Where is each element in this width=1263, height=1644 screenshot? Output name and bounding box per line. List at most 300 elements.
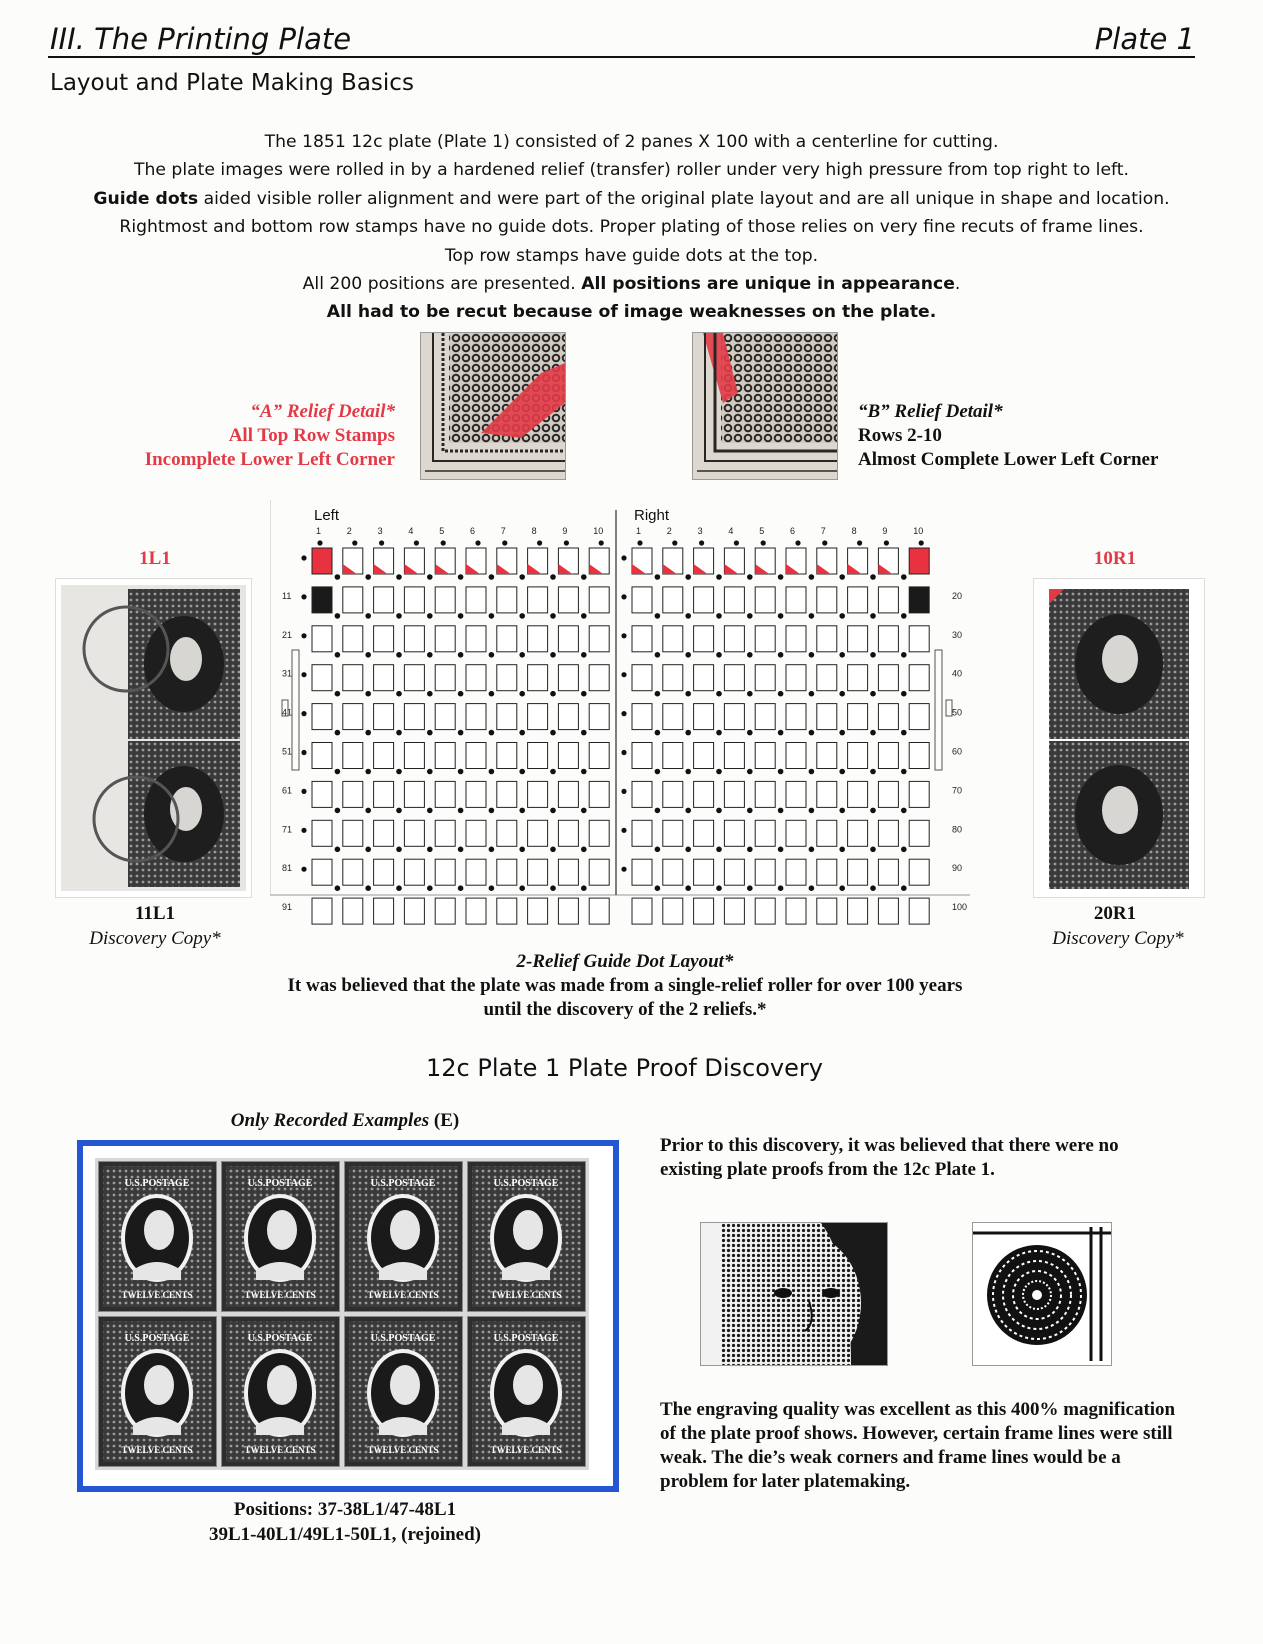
- plate-position: [724, 665, 744, 691]
- guide-dot: [427, 652, 433, 658]
- guide-dot: [458, 885, 464, 891]
- plate-position: [404, 820, 424, 846]
- plate-position: [817, 704, 837, 730]
- layout-caption: [200, 950, 1050, 1022]
- guide-dot: [716, 885, 722, 891]
- plate-position: [558, 781, 578, 807]
- proof-stamp: [467, 1161, 586, 1312]
- column-label: 9: [882, 526, 888, 536]
- plate-position: [724, 820, 744, 846]
- plate-position: [404, 898, 424, 924]
- proof-stamp: [98, 1161, 217, 1312]
- guide-dot: [655, 613, 661, 619]
- plate-position: [632, 781, 652, 807]
- plate-position: [755, 781, 775, 807]
- plate-position: [312, 781, 332, 807]
- plate-position: [497, 898, 517, 924]
- plate-position: [435, 743, 455, 769]
- plate-position: [435, 626, 455, 652]
- guide-dot: [335, 769, 341, 775]
- plate-position: [435, 781, 455, 807]
- svg-text:TWELVE CENTS: TWELVE CENTS: [244, 1290, 316, 1300]
- title-rule: [48, 56, 1195, 58]
- plate-position: [663, 898, 683, 924]
- guide-dot: [870, 885, 876, 891]
- guide-dot: [685, 730, 691, 736]
- guide-dot: [427, 691, 433, 697]
- intro-line: Guide dots aided visible roller alignment and were part of the original plate layout and are all unique in shape and location.: [93, 188, 1170, 209]
- svg-text:U.S.POSTAGE: U.S.POSTAGE: [247, 1178, 313, 1189]
- plate-position: [558, 820, 578, 846]
- guide-dot: [809, 691, 815, 697]
- guide-dot: [581, 613, 587, 619]
- plate-position: [848, 743, 868, 769]
- plate-position: [817, 898, 837, 924]
- row-label: 21: [282, 629, 293, 640]
- guide-dot: [621, 672, 626, 677]
- guide-dot: [489, 769, 495, 775]
- column-label: 4: [408, 526, 414, 536]
- guide-dot: [427, 808, 433, 814]
- plate-position: [817, 743, 837, 769]
- plate-position: [528, 665, 548, 691]
- layout-caption-line: It was believed that the plate was made from a single-relief roller for over 100 years: [287, 975, 963, 996]
- column-label: 8: [851, 526, 857, 536]
- guide-dot: [839, 691, 845, 697]
- guide-dot: [901, 847, 907, 853]
- guide-dot: [581, 652, 587, 658]
- plate-position: [435, 898, 455, 924]
- plate-position: [909, 781, 929, 807]
- plate-position: [589, 743, 609, 769]
- svg-text:TWELVE CENTS: TWELVE CENTS: [367, 1445, 439, 1455]
- row-label: 51: [282, 746, 293, 757]
- guide-dot: [809, 652, 815, 658]
- plate-position: [404, 781, 424, 807]
- plate-position: [878, 820, 898, 846]
- plate-position: [755, 704, 775, 730]
- plate-position: [817, 587, 837, 613]
- guide-dot: [778, 730, 784, 736]
- guide-dot: [655, 574, 661, 580]
- column-label: 9: [562, 526, 568, 536]
- column-label: 5: [759, 526, 765, 536]
- guide-dot: [427, 613, 433, 619]
- guide-dot: [365, 691, 371, 697]
- column-label: 10: [913, 526, 924, 536]
- plate-position: [558, 626, 578, 652]
- plate-position: [435, 665, 455, 691]
- row-label: 70: [952, 785, 963, 796]
- guide-dot: [870, 847, 876, 853]
- plate-position: [589, 587, 609, 613]
- plate-position: [878, 587, 898, 613]
- guide-dot: [655, 652, 661, 658]
- guide-dot: [919, 540, 924, 545]
- plate-position: [848, 587, 868, 613]
- guide-dot: [870, 574, 876, 580]
- guide-dot: [301, 633, 306, 638]
- plate-position: [528, 704, 548, 730]
- guide-dot: [581, 885, 587, 891]
- guide-dot: [901, 769, 907, 775]
- plate-position: [755, 626, 775, 652]
- guide-dot: [441, 540, 446, 545]
- guide-dot: [335, 808, 341, 814]
- row-label: 50: [952, 707, 963, 718]
- guide-dot: [458, 808, 464, 814]
- plate-position: [909, 743, 929, 769]
- guide-dot: [365, 574, 371, 580]
- guide-dot: [839, 769, 845, 775]
- guide-dot: [716, 613, 722, 619]
- plate-position: [694, 743, 714, 769]
- row-label: 11: [282, 590, 292, 601]
- plate-position: [786, 781, 806, 807]
- guide-dot: [519, 652, 525, 658]
- plate-position: [724, 781, 744, 807]
- guide-dot: [716, 808, 722, 814]
- guide-dot: [621, 789, 626, 794]
- plate-position: [343, 743, 363, 769]
- column-label: 3: [377, 526, 383, 536]
- guide-dot: [716, 769, 722, 775]
- guide-dot: [317, 540, 322, 545]
- guide-dot: [396, 652, 402, 658]
- plate-position: [589, 626, 609, 652]
- guide-dot: [621, 555, 626, 560]
- column-label: 7: [500, 526, 506, 536]
- proof-paragraph-1: Prior to this discovery, it was believed that there were no existing plate proofs from the 12c Plate 1.: [660, 1135, 1119, 1180]
- guide-dot: [365, 769, 371, 775]
- plate-position: [466, 743, 486, 769]
- guide-dot: [685, 808, 691, 814]
- guide-dot: [655, 691, 661, 697]
- guide-dot: [396, 730, 402, 736]
- plate-position: [558, 587, 578, 613]
- guide-dot: [685, 613, 691, 619]
- relief-b-text: [858, 400, 1158, 472]
- plate-position: [589, 665, 609, 691]
- plate-position: [878, 704, 898, 730]
- guide-dot: [870, 691, 876, 697]
- plate-position: [312, 743, 332, 769]
- guide-dot: [747, 652, 753, 658]
- row-label: 61: [282, 785, 293, 796]
- row-label: 71: [282, 824, 293, 835]
- svg-text:U.S.POSTAGE: U.S.POSTAGE: [370, 1178, 436, 1189]
- guide-dot: [301, 867, 306, 872]
- intro-line: All 200 positions are presented. All positions are unique in appearance.: [302, 274, 961, 295]
- plate-position: [909, 665, 929, 691]
- guide-dot: [396, 691, 402, 697]
- row-label: 20: [952, 590, 963, 601]
- plate-position: [435, 820, 455, 846]
- guide-dot: [564, 540, 569, 545]
- guide-dot: [365, 613, 371, 619]
- plate-position: [724, 626, 744, 652]
- guide-dot: [778, 613, 784, 619]
- guide-dot: [778, 652, 784, 658]
- plate-position: [909, 587, 929, 613]
- plate-position: [632, 665, 652, 691]
- plate-position: [694, 626, 714, 652]
- plate-position: [374, 743, 394, 769]
- guide-dots-term: Guide dots: [93, 188, 199, 209]
- guide-dot: [581, 808, 587, 814]
- plate-position: [878, 743, 898, 769]
- plate-position: [755, 743, 775, 769]
- plate-position: [404, 743, 424, 769]
- guide-dot: [809, 730, 815, 736]
- guide-dot: [365, 730, 371, 736]
- row-label: 30: [952, 629, 963, 640]
- guide-dot: [778, 808, 784, 814]
- stamp-label-20r1: 20R1: [1093, 903, 1137, 924]
- guide-dot: [839, 885, 845, 891]
- plate-position: [343, 781, 363, 807]
- plate-position: [909, 704, 929, 730]
- guide-dot: [519, 574, 525, 580]
- plate-position: [374, 587, 394, 613]
- plate-position: [435, 859, 455, 885]
- plate-position: [786, 626, 806, 652]
- guide-dot: [519, 730, 525, 736]
- guide-dot: [301, 555, 306, 560]
- plate-position: [848, 626, 868, 652]
- proof-stamp: [98, 1316, 217, 1467]
- row-label: 31: [282, 668, 293, 679]
- plate-position: [312, 587, 332, 613]
- guide-dot: [747, 769, 753, 775]
- plate-position: [374, 626, 394, 652]
- guide-dot: [621, 594, 626, 599]
- guide-dot: [550, 691, 556, 697]
- plate-position: [724, 587, 744, 613]
- plate-position: [755, 820, 775, 846]
- guide-dot: [778, 769, 784, 775]
- row-label: 100: [952, 902, 968, 913]
- guide-dot: [839, 574, 845, 580]
- plate-position: [632, 820, 652, 846]
- plate-position: [558, 859, 578, 885]
- plate-position: [909, 548, 929, 574]
- guide-dot: [489, 808, 495, 814]
- relief-a-title: “A” Relief Detail*: [250, 401, 395, 422]
- plate-position: [466, 898, 486, 924]
- intro-line: The 1851 12c plate (Plate 1) consisted of 2 panes X 100 with a centerline for cutting.: [264, 132, 999, 152]
- plate-position: [558, 898, 578, 924]
- plate-position: [632, 587, 652, 613]
- relief-b-title: “B” Relief Detail*: [858, 401, 1003, 422]
- proof-stamp: [221, 1316, 340, 1467]
- guide-dot: [839, 730, 845, 736]
- guide-dot: [396, 613, 402, 619]
- guide-dot: [747, 574, 753, 580]
- plate-position: [312, 820, 332, 846]
- guide-dot: [550, 885, 556, 891]
- plate-position: [663, 587, 683, 613]
- guide-dot: [581, 769, 587, 775]
- plate-position: [724, 898, 744, 924]
- column-label: 6: [790, 526, 796, 536]
- guide-dot: [809, 769, 815, 775]
- stamp-label-10r1: 10R1: [1093, 548, 1137, 569]
- guide-dot: [621, 867, 626, 872]
- guide-dot: [427, 885, 433, 891]
- guide-dot: [550, 808, 556, 814]
- plate-position: [848, 781, 868, 807]
- guide-dot: [519, 613, 525, 619]
- guide-dot: [414, 540, 419, 545]
- guide-dot: [809, 808, 815, 814]
- plate-position: [878, 898, 898, 924]
- plate-position: [374, 859, 394, 885]
- relief-b-line: Rows 2-10: [858, 425, 942, 446]
- guide-dot: [809, 574, 815, 580]
- portrait-magnification-image: [700, 1222, 888, 1366]
- plate-position: [497, 743, 517, 769]
- guide-dot: [519, 847, 525, 853]
- plate-position: [909, 859, 929, 885]
- guide-dot: [901, 808, 907, 814]
- column-label: 2: [346, 526, 352, 536]
- plate-position: [878, 665, 898, 691]
- plate-position: [466, 587, 486, 613]
- guide-dot: [537, 540, 542, 545]
- guide-dot: [489, 574, 495, 580]
- plate-label: Plate 1: [1094, 22, 1195, 56]
- plate-position: [589, 820, 609, 846]
- section-title: III. The Printing Plate: [50, 22, 352, 56]
- svg-text:TWELVE CENTS: TWELVE CENTS: [121, 1290, 193, 1300]
- plate-position: [755, 665, 775, 691]
- guide-dot: [581, 730, 587, 736]
- plate-position: [663, 743, 683, 769]
- plate-position: [589, 898, 609, 924]
- relief-b-detail-image: [692, 332, 838, 480]
- guide-dot: [458, 847, 464, 853]
- guide-dot: [396, 847, 402, 853]
- guide-dot: [519, 769, 525, 775]
- intro-line: All had to be recut because of image weaknesses on the plate.: [326, 302, 937, 323]
- proof-heading: 12c Plate 1 Plate Proof Discovery: [426, 1054, 823, 1082]
- plate-position: [724, 704, 744, 730]
- plate-position: [528, 820, 548, 846]
- plate-position: [497, 704, 517, 730]
- plate-position: [848, 820, 868, 846]
- stamp-label-1l1: 1L1: [139, 548, 171, 569]
- plate-position: [497, 665, 517, 691]
- guide-dot: [637, 540, 642, 545]
- plate-position: [848, 898, 868, 924]
- guide-dot: [550, 652, 556, 658]
- column-label: 5: [439, 526, 445, 536]
- guide-dot: [396, 769, 402, 775]
- plate-position: [694, 781, 714, 807]
- svg-text:U.S.POSTAGE: U.S.POSTAGE: [493, 1178, 559, 1189]
- plate-position: [497, 587, 517, 613]
- guide-dot: [519, 808, 525, 814]
- guide-dot: [857, 540, 862, 545]
- column-label: 1: [316, 526, 322, 536]
- plate-position: [312, 859, 332, 885]
- guide-dot: [621, 828, 626, 833]
- plate-position: [343, 626, 363, 652]
- plate-position: [374, 820, 394, 846]
- row-label: 80: [952, 824, 963, 835]
- plate-position: [694, 587, 714, 613]
- guide-dot: [475, 540, 480, 545]
- relief-a-line: All Top Row Stamps: [228, 425, 395, 446]
- column-label: 3: [697, 526, 703, 536]
- guide-dot: [747, 613, 753, 619]
- guide-dot: [839, 613, 845, 619]
- side-gauge: [935, 650, 942, 770]
- plate-position: [909, 626, 929, 652]
- plate-position: [663, 704, 683, 730]
- guide-dot: [427, 847, 433, 853]
- plate-position: [786, 665, 806, 691]
- guide-dot: [621, 750, 626, 755]
- relief-a-detail-image: [420, 332, 566, 480]
- proof-stamp: [221, 1161, 340, 1312]
- guide-dot: [458, 652, 464, 658]
- proof-paragraph-2: The engraving quality was excellent as this 400% magnification of the plate proof shows. However, certain frame lines were still weak. The die’s weak corners and frame lines would be a problem for later platemaking.: [660, 1399, 1176, 1492]
- plate-position: [817, 626, 837, 652]
- guide-dot: [335, 652, 341, 658]
- guide-dot: [335, 730, 341, 736]
- plate-position: [817, 859, 837, 885]
- guide-dot: [655, 847, 661, 853]
- guide-dot: [901, 574, 907, 580]
- guide-dot: [685, 691, 691, 697]
- plate-position: [878, 626, 898, 652]
- guide-dot: [365, 808, 371, 814]
- guide-dot: [489, 885, 495, 891]
- svg-text:U.S.POSTAGE: U.S.POSTAGE: [493, 1333, 559, 1344]
- plate-position: [404, 626, 424, 652]
- guide-dot: [778, 885, 784, 891]
- stamp-label-11l1: 11L1: [134, 903, 176, 924]
- plate-position: [694, 859, 714, 885]
- guide-dot: [747, 691, 753, 697]
- guide-dot: [301, 789, 306, 794]
- guide-dot: [747, 808, 753, 814]
- guide-dot: [365, 885, 371, 891]
- right-stamp-pair: [1033, 578, 1205, 898]
- guide-dot: [379, 540, 384, 545]
- plate-position: [404, 704, 424, 730]
- plate-position: [663, 820, 683, 846]
- plate-position: [786, 859, 806, 885]
- plate-position: [632, 859, 652, 885]
- svg-text:TWELVE CENTS: TWELVE CENTS: [121, 1445, 193, 1455]
- plate-position: [374, 665, 394, 691]
- plate-position: [755, 898, 775, 924]
- plate-position: [786, 704, 806, 730]
- plate-position: [374, 898, 394, 924]
- guide-dot: [716, 574, 722, 580]
- plate-position: [589, 781, 609, 807]
- guide-dot: [716, 652, 722, 658]
- plate-position: [878, 859, 898, 885]
- guide-dot: [839, 808, 845, 814]
- rosette-magnification-image: [972, 1222, 1112, 1366]
- guide-dot: [335, 613, 341, 619]
- guide-dot: [884, 540, 889, 545]
- guide-dot: [716, 730, 722, 736]
